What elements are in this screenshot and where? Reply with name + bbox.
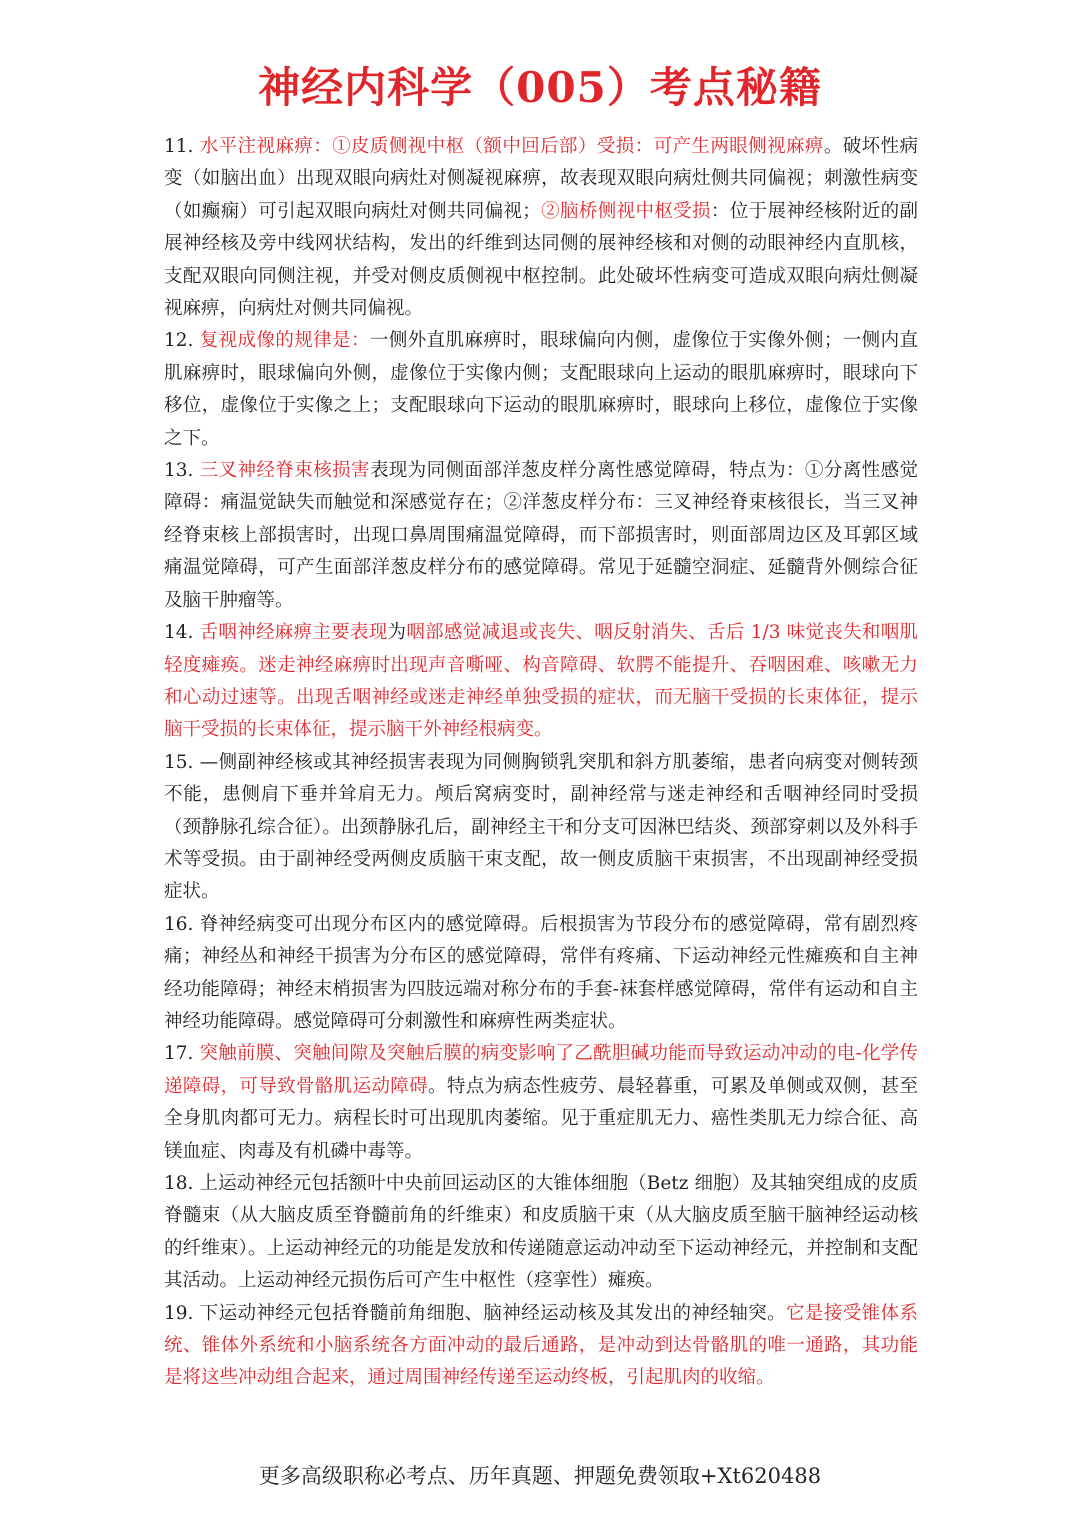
point-item xyxy=(164,617,918,747)
point-number: 14. xyxy=(164,622,200,644)
point-number: 13. xyxy=(164,460,200,482)
body-text: 上运动神经元包括额叶中央前回运动区的大锥体细胞（Betz 细胞）及其轴突组成的皮质脊髓束（从大脑皮质至脊髓前角的纤维束）和皮质脑干束（从大脑皮质至脑干脑神经运动核的纤维束）。上运动神经元的功能是发放和传递随意运动冲动至下运动神经元，并控制和支配其活动。上运动神经元损伤后可产生中枢性（痉挛性）瘫痪。 xyxy=(164,1173,919,1292)
body-text: 为 xyxy=(387,622,407,644)
highlighted-text: 三叉神经脊束核损害 xyxy=(199,460,370,482)
body-text: 脊神经病变可出现分布区内的感觉障碍。后根损害为节段分布的感觉障碍，常有剧烈疼痛；神经丛和神经干损害为分布区的感觉障碍，常伴有疼痛、下运动神经元性瘫痪和自主神经功能障碍；神经末梢损害为四肢远端对称分布的手套-袜套样感觉障碍，常伴有运动和自主神经功能障碍。感觉障碍可分刺激性和麻痹性两类症状。 xyxy=(164,913,918,1032)
highlighted-text: 水平注视麻痹： xyxy=(199,136,333,157)
point-item xyxy=(164,747,918,909)
body-text: 下运动神经元包括脊髓前角细胞、脑神经运动核及其发出的神经轴突。 xyxy=(199,1302,786,1324)
page-title: 神经内科学（005）考点秘籍 xyxy=(258,63,822,112)
highlighted-text: 咽部感觉减退或丧失、咽反射消失、舌后 1/3 味觉丧失和咽肌轻度瘫痪。迷走神经麻痹时出现声音嘶哑、构音障碍、软腭不能提升、吞咽困难、咳嗽无力和心动过速等。出现舌咽神经或迷走神经单独受损的症状，而无脑干受损的长束体征，提示脑干受损的长束体征，提示脑干外神经根病变。 xyxy=(164,622,918,741)
footer-promo: 更多高级职称必考点、历年真题、押题免费领取+Xt620488 xyxy=(258,1464,822,1488)
body-text: 表现为同侧面部洋葱皮样分离性感觉障碍，特点为：①分离性感觉障碍：痛温觉缺失而触觉和深感觉存在；②洋葱皮样分布：三叉神经脊束核很长，当三叉神经脊束核上部损害时，出现口鼻周围痛温觉障碍，而下部损害时，则面部周边区及耳郭区域痛温觉障碍，可产生面部洋葱皮样分布的感觉障碍。常见于延髓空洞症、延髓背外侧综合征及脑干肿瘤等。 xyxy=(164,460,918,611)
point-item xyxy=(164,1298,918,1395)
point-number: 18. xyxy=(164,1173,200,1194)
document-body xyxy=(164,131,918,1395)
body-text: 。破坏性病变（如脑出血）出现双眼向病灶对侧凝视麻痹，故表现双眼向病灶侧共同偏视；刺激性病变（如癫痫）可引起双眼向病灶对侧共同偏视； xyxy=(164,136,918,222)
highlighted-text: ①皮质侧视中枢（额中回后部）受损：可产生两眼侧视麻痹 xyxy=(332,136,824,157)
point-item xyxy=(164,455,918,617)
body-text: 。特点为病态性疲劳、晨轻暮重，可累及单侧或双侧，甚至全身肌肉都可无力。病程长时可出现肌肉萎缩。见于重症肌无力、癌性类肌无力综合征、高镁血症、肉毒及有机磷中毒等。 xyxy=(164,1075,918,1162)
point-number: 11. xyxy=(164,136,200,157)
point-item xyxy=(164,1038,918,1168)
highlighted-text: ②脑桥侧视中枢受损 xyxy=(540,200,711,222)
highlighted-text: 突触前膜、突触间隙及突触后膜的病变影响了乙酰胆碱功能而导致运动冲动的电-化学传递障碍，可导致骨骼肌运动障碍 xyxy=(164,1043,918,1097)
point-item xyxy=(164,325,918,455)
point-number: 19. xyxy=(164,1302,200,1324)
highlighted-text: 它是接受锥体系统、锥体外系统和小脑系统各方面冲动的最后通路，是冲动到达骨骼肌的唯一通路，其功能是将这些冲动组合起来，通过周围神经传递至运动终板，引起肌肉的收缩。 xyxy=(164,1302,918,1389)
point-number: 12. xyxy=(164,330,200,352)
body-text: 一侧外直肌麻痹时，眼球偏向内侧，虚像位于实像外侧；一侧内直肌麻痹时，眼球偏向外侧，虚像位于实像内侧；支配眼球向上运动的眼肌麻痹时，眼球向下移位，虚像位于实像之上；支配眼球向下运动的眼肌麻痹时，眼球向上移位，虚像位于实像之下。 xyxy=(164,330,918,449)
point-item xyxy=(164,909,918,1039)
body-text: —侧副神经核或其神经损害表现为同侧胸锁乳突肌和斜方肌萎缩，患者向病变对侧转颈不能，患侧肩下垂并耸肩无力。颅后窝病变时，副神经常与迷走神经和舌咽神经同时受损（颈静脉孔综合征）。出颈静脉孔后，副神经主干和分支可因淋巴结炎、颈部穿刺以及外科手术等受损。由于副神经受两侧皮质脑干束支配，故一侧皮质脑干束损害，不出现副神经受损症状。 xyxy=(164,751,918,903)
point-number: 16. xyxy=(164,913,200,935)
point-item xyxy=(164,131,918,325)
highlighted-text: 复视成像的规律是： xyxy=(199,330,370,352)
point-number: 17. xyxy=(164,1043,200,1065)
point-number: 15. xyxy=(164,751,200,773)
point-item xyxy=(164,1168,918,1298)
body-text: ：位于展神经核附近的副展神经核及旁中线网状结构，发出的纤维到达同侧的展神经核和对侧的动眼神经内直肌核，支配双眼向同侧注视，并受对侧皮质侧视中枢控制。此处破坏性病变可造成双眼向病灶侧凝视麻痹，向病灶对侧共同偏视。 xyxy=(164,200,918,320)
highlighted-text: 舌咽神经麻痹主要表现 xyxy=(199,622,388,644)
